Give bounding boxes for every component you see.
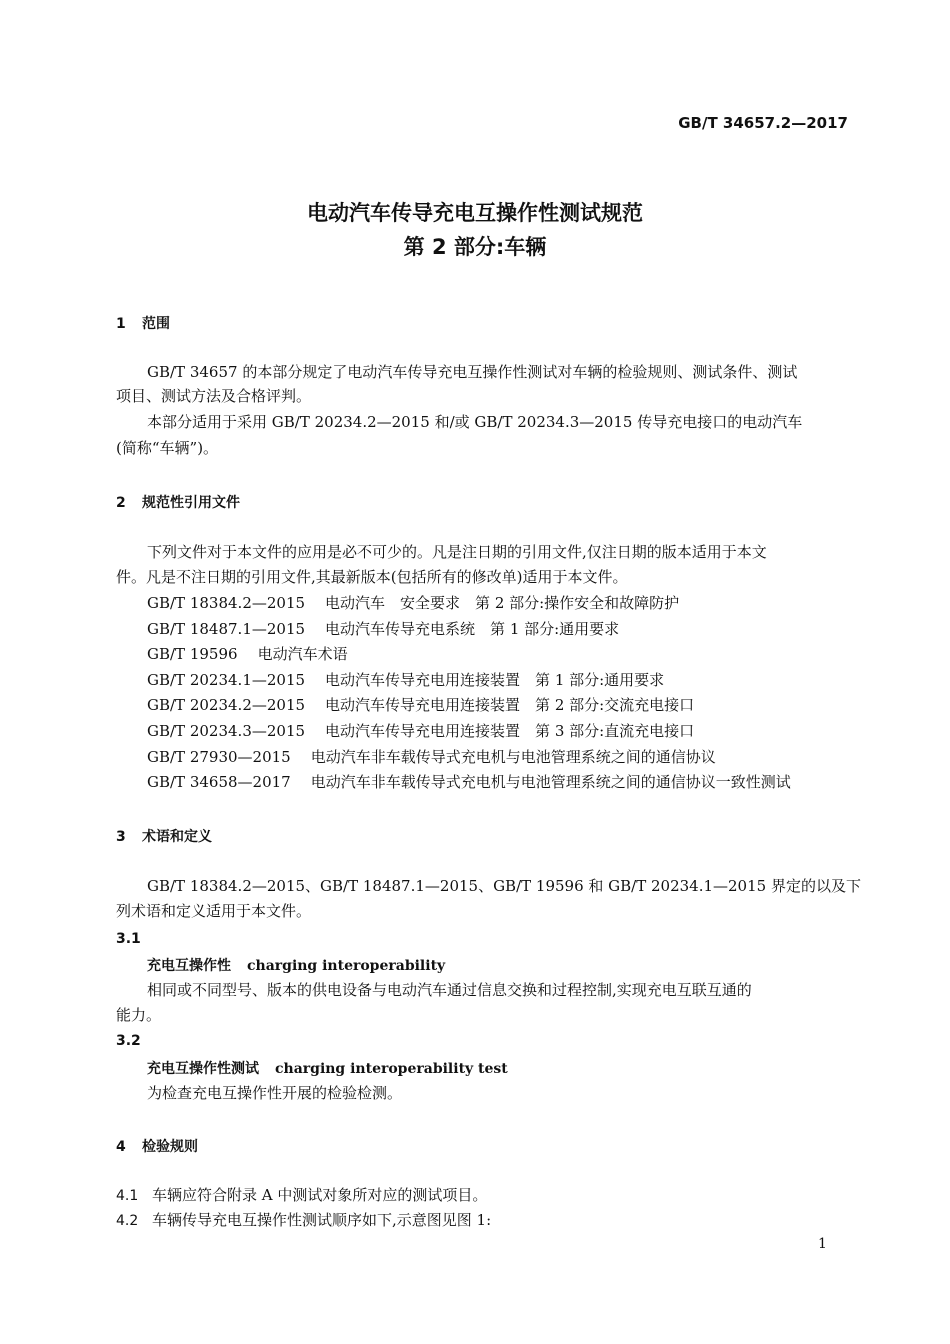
reference-code: GB/T 18384.2—2015 <box>147 594 306 612</box>
s1-p1-line1: GB/T 34657 的本部分规定了电动汽车传导充电互操作性测试对车辆的检验规则、测试条件、测试 <box>147 363 798 381</box>
term-heading <box>147 1058 508 1078</box>
section-1-heading <box>116 313 170 333</box>
reference-title: 电动汽车传导充电系统 第 1 部分:通用要求 <box>325 620 620 638</box>
term-chinese: 充电互操作性测试 <box>147 1061 259 1077</box>
reference-item <box>147 668 664 693</box>
clause-number: 4.1 <box>116 1188 139 1204</box>
section-number: 2 <box>116 495 126 511</box>
reference-item <box>147 693 694 718</box>
page-number: 1 <box>818 1236 827 1252</box>
term-heading <box>147 955 445 975</box>
section-title: 术语和定义 <box>142 829 212 845</box>
term-number: 3.1 <box>116 931 141 947</box>
document-title: 电动汽车传导充电互操作性测试规范 <box>307 201 643 225</box>
reference-item <box>147 745 716 770</box>
reference-title: 电动汽车传导充电用连接装置 第 1 部分:通用要求 <box>325 671 665 689</box>
reference-title: 电动汽车术语 <box>257 645 348 663</box>
document-subtitle: 第 2 部分:车辆 <box>403 235 547 259</box>
section-number: 1 <box>116 316 126 332</box>
reference-code: GB/T 20234.1—2015 <box>147 671 306 689</box>
section-3-heading <box>116 826 212 846</box>
reference-title: 电动汽车非车载传导式充电机与电池管理系统之间的通信协议一致性测试 <box>310 773 791 791</box>
section-title: 规范性引用文件 <box>142 495 240 511</box>
term-definition-line1: 相同或不同型号、版本的供电设备与电动汽车通过信息交换和过程控制,实现充电互联互通的 <box>147 981 752 999</box>
s3-p1-line1: GB/T 18384.2—2015、GB/T 18487.1—2015、GB/T 19596 和 GB/T 20234.1—2015 界定的以及下 <box>147 877 861 895</box>
section-number: 3 <box>116 829 126 845</box>
clause-text: 车辆传导充电互操作性测试顺序如下,示意图见图 1: <box>152 1211 492 1229</box>
term-english: charging interoperability test <box>275 1061 508 1077</box>
s2-p1-line1: 下列文件对于本文件的应用是必不可少的。凡是注日期的引用文件,仅注日期的版本适用于本文 <box>147 543 767 561</box>
reference-item <box>147 719 694 744</box>
term-english: charging interoperability <box>247 958 446 974</box>
section-title: 范围 <box>142 316 170 332</box>
clause-4-2 <box>116 1209 491 1230</box>
reference-title: 电动汽车传导充电用连接装置 第 2 部分:交流充电接口 <box>325 696 695 714</box>
term-chinese: 充电互操作性 <box>147 958 231 974</box>
s1-p2-line1: 本部分适用于采用 GB/T 20234.2—2015 和/或 GB/T 20234.3—2015 传导充电接口的电动汽车 <box>147 413 803 431</box>
s1-p2-line2: (简称“车辆”)。 <box>116 439 219 457</box>
section-title: 检验规则 <box>142 1139 198 1155</box>
reference-code: GB/T 19596 <box>147 645 238 663</box>
reference-title: 电动汽车非车载传导式充电机与电池管理系统之间的通信协议 <box>310 748 716 766</box>
reference-code: GB/T 18487.1—2015 <box>147 620 306 638</box>
reference-item <box>147 642 348 667</box>
reference-title: 电动汽车传导充电用连接装置 第 3 部分:直流充电接口 <box>325 722 695 740</box>
s1-p1-line2: 项目、测试方法及合格评判。 <box>116 387 312 405</box>
term-definition-line2: 能力。 <box>116 1006 162 1024</box>
s3-p1-line2: 列术语和定义适用于本文件。 <box>116 902 312 920</box>
term-number: 3.2 <box>116 1033 141 1049</box>
section-number: 4 <box>116 1139 126 1155</box>
clause-text: 车辆应符合附录 A 中测试对象所对应的测试项目。 <box>152 1186 488 1204</box>
term-definition-line1: 为检查充电互操作性开展的检验检测。 <box>147 1084 403 1102</box>
section-4-heading <box>116 1136 198 1156</box>
reference-title: 电动汽车 安全要求 第 2 部分:操作安全和故障防护 <box>325 594 680 612</box>
reference-code: GB/T 20234.2—2015 <box>147 696 306 714</box>
reference-code: GB/T 20234.3—2015 <box>147 722 306 740</box>
reference-item <box>147 770 791 795</box>
clause-number: 4.2 <box>116 1213 139 1229</box>
standard-code: GB/T 34657.2—2017 <box>678 114 848 132</box>
reference-item <box>147 591 679 616</box>
clause-4-1 <box>116 1184 487 1205</box>
section-2-heading <box>116 492 240 512</box>
reference-item <box>147 617 619 642</box>
s2-p1-line2: 件。凡是不注日期的引用文件,其最新版本(包括所有的修改单)适用于本文件。 <box>116 568 628 586</box>
reference-code: GB/T 34658—2017 <box>147 773 291 791</box>
reference-code: GB/T 27930—2015 <box>147 748 291 766</box>
